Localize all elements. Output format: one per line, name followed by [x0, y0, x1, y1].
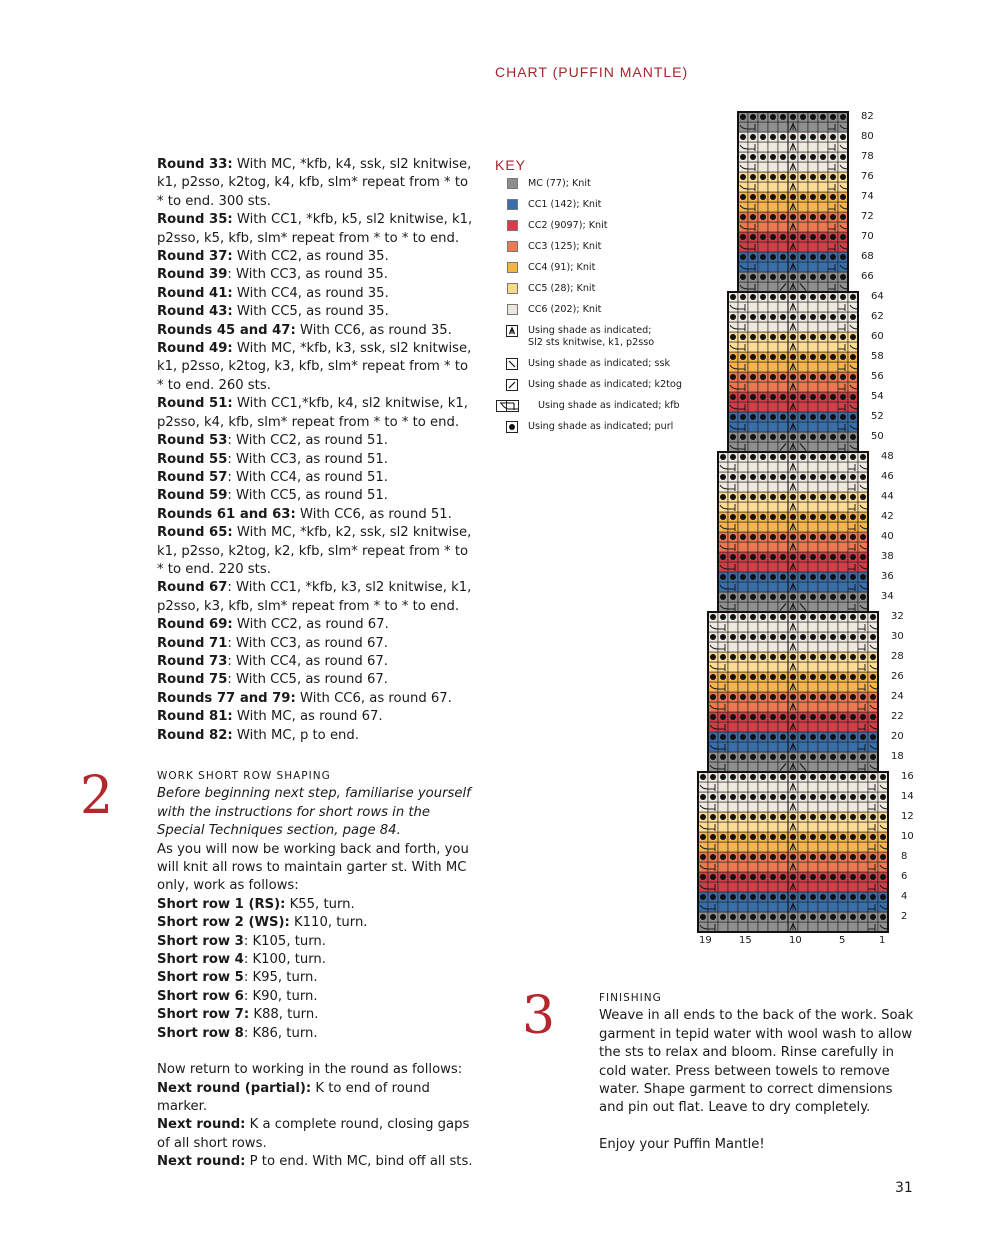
short-row-instruction-text: K88, turn.: [249, 1007, 319, 1023]
round-instruction-label: Round 82:: [157, 727, 233, 743]
row-number-label: 10: [901, 831, 914, 842]
short-row-instruction-text: : K90, turn.: [243, 988, 318, 1004]
row-number-label: 12: [901, 811, 914, 822]
short-row-instruction-label: Short row 3: [157, 933, 244, 949]
key-label: Using shade as indicated; kfb: [538, 400, 680, 411]
row-number-label: 70: [861, 231, 874, 242]
step2-return-text: Now return to working in the round as follows:: [157, 1062, 463, 1078]
round-instruction-text: With CC2, as round 35.: [232, 249, 389, 265]
row-number-label: 20: [891, 731, 904, 742]
step3-heading: FINISHING: [599, 992, 662, 1004]
key-label: CC4 (91); Knit: [528, 262, 596, 273]
final-round-instruction-label: Next round:: [157, 1117, 246, 1133]
row-number-label: 22: [891, 711, 904, 722]
round-instruction-text: With MC, as round 67.: [232, 709, 383, 725]
round-instruction-label: Round 37:: [157, 249, 233, 265]
page-number: 31: [895, 1180, 913, 1196]
key-label: MC (77); Knit: [528, 178, 591, 189]
round-instruction-text: With CC4, as round 35.: [232, 285, 389, 301]
key-label: CC3 (125); Knit: [528, 241, 602, 252]
step2-intro: As you will now be working back and forth, you will knit all rows to maintain garter st. With MC only, work as follows:: [157, 841, 469, 894]
key-label: Using shade as indicated; Sl2 sts knitwise, k1, p2sso: [528, 325, 655, 348]
row-number-label: 32: [891, 611, 904, 622]
final-round-instruction-label: Next round:: [157, 1154, 246, 1170]
round-instruction-text: With CC1, *kfb, k5, sl2 knitwise, k1, p2sso, k5, kfb, slm* repeat from * to * to end.: [157, 212, 473, 246]
round-instruction-text: : With CC3, as round 67.: [227, 635, 388, 651]
stitch-number-label: 5: [839, 935, 846, 946]
row-number-label: 14: [901, 791, 914, 802]
row-number-label: 16: [901, 771, 914, 782]
round-instruction-label: Round 41:: [157, 285, 233, 301]
round-instruction-text: : With CC4, as round 51.: [227, 469, 388, 485]
short-row-instruction-label: Short row 8: [157, 1025, 244, 1041]
round-instruction-text: With CC6, as round 35.: [295, 322, 452, 338]
stitch-number-label: 15: [739, 935, 752, 946]
round-instruction-text: With CC5, as round 35.: [232, 304, 389, 320]
row-number-label: 78: [861, 151, 874, 162]
round-instruction-label: Round 59: [157, 488, 228, 504]
round-instruction-text: With CC6, as round 51.: [295, 506, 452, 522]
round-instruction-label: Round 71: [157, 635, 228, 651]
round-instruction-text: : With CC3, as round 51.: [227, 451, 388, 467]
stitch-number-label: 10: [789, 935, 802, 946]
round-instruction-text: : With CC2, as round 51.: [227, 433, 388, 449]
stitch-number-label: 1: [879, 935, 886, 946]
row-number-label: 64: [871, 291, 884, 302]
short-row-instruction-text: : K105, turn.: [243, 933, 326, 949]
round-instruction-text: : With CC5, as round 67.: [227, 672, 388, 688]
row-number-label: 42: [881, 511, 894, 522]
key-label: CC5 (28); Knit: [528, 283, 596, 294]
step-number-2: 2: [80, 766, 114, 826]
row-number-label: 62: [871, 311, 884, 322]
row-number-label: 40: [881, 531, 894, 542]
round-instruction-label: Round 65:: [157, 525, 233, 541]
short-row-instruction-text: : K86, turn.: [243, 1025, 318, 1041]
round-instruction-label: Rounds 45 and 47:: [157, 322, 296, 338]
round-instruction-text: With CC2, as round 67.: [232, 617, 389, 633]
round-instruction-label: Round 57: [157, 469, 228, 485]
row-number-label: 46: [881, 471, 894, 482]
round-instruction-label: Round 75: [157, 672, 228, 688]
round-instruction-text: With MC, *kfb, k4, ssk, sl2 knitwise, k1, p2sso, k2tog, k4, kfb, slm* repeat from * to * to end. 300 sts.: [157, 157, 472, 209]
short-row-instruction-label: Short row 1 (RS):: [157, 896, 286, 912]
short-row-instruction-label: Short row 6: [157, 988, 244, 1004]
key-title: KEY: [495, 157, 527, 173]
round-instruction-label: Round 55: [157, 451, 228, 467]
short-row-instruction-text: : K100, turn.: [243, 952, 326, 968]
row-number-label: 34: [881, 591, 894, 602]
short-row-instruction-label: Short row 2 (WS):: [157, 915, 290, 931]
key-label: CC1 (142); Knit: [528, 199, 602, 210]
round-instruction-text: With MC, *kfb, k3, ssk, sl2 knitwise, k1, p2sso, k2tog, k3, kfb, slm* repeat from * to * to end. 260 sts.: [157, 341, 472, 393]
round-instruction-label: Round 39: [157, 267, 228, 283]
row-number-label: 28: [891, 651, 904, 662]
key-label: CC2 (9097); Knit: [528, 220, 608, 231]
row-number-label: 4: [901, 891, 908, 902]
round-instruction-text: : With CC5, as round 51.: [227, 488, 388, 504]
step3-closing: Enjoy your Puffin Mantle!: [599, 1136, 765, 1152]
stitch-number-label: 19: [699, 935, 712, 946]
round-instruction-text: With CC1,*kfb, k4, sl2 knitwise, k1, p2sso, k4, kfb, slm* repeat from * to * to end.: [157, 396, 469, 430]
key-label: CC6 (202); Knit: [528, 304, 602, 315]
key-label: Using shade as indicated; purl: [528, 421, 674, 432]
round-instruction-label: Round 35:: [157, 212, 233, 228]
row-number-label: 52: [871, 411, 884, 422]
row-number-label: 58: [871, 351, 884, 362]
round-instruction-label: Round 81:: [157, 709, 233, 725]
row-number-label: 56: [871, 371, 884, 382]
final-round-instruction-text: P to end. With MC, bind off all sts.: [245, 1154, 473, 1170]
round-instruction-text: : With CC3, as round 35.: [227, 267, 388, 283]
row-number-label: 6: [901, 871, 908, 882]
row-number-label: 54: [871, 391, 884, 402]
short-row-instruction-text: : K95, turn.: [243, 970, 318, 986]
row-number-label: 82: [861, 111, 874, 122]
row-number-label: 50: [871, 431, 884, 442]
chart-title: CHART (PUFFIN MANTLE): [495, 64, 689, 80]
round-instruction-text: With MC, p to end.: [232, 727, 359, 743]
row-number-label: 38: [881, 551, 894, 562]
round-instruction-label: Round 33:: [157, 157, 233, 172]
row-number-label: 2: [901, 911, 908, 922]
round-instruction-label: Round 53: [157, 433, 228, 449]
row-number-label: 24: [891, 691, 904, 702]
short-row-instruction-label: Short row 5: [157, 970, 244, 986]
round-instruction-label: Rounds 61 and 63:: [157, 506, 296, 522]
round-instruction-text: : With CC1, *kfb, k3, sl2 knitwise, k1, p2sso, k3, kfb, slm* repeat from * to * to end.: [157, 580, 472, 614]
row-number-label: 72: [861, 211, 874, 222]
final-round-instruction-text: K to end of round marker.: [157, 1080, 430, 1114]
step2-heading: WORK SHORT ROW SHAPING: [157, 770, 331, 782]
short-row-instruction-text: K110, turn.: [289, 915, 368, 931]
final-round-instruction-label: Next round (partial):: [157, 1080, 312, 1096]
round-instruction-text: With MC, *kfb, k2, ssk, sl2 knitwise, k1, p2sso, k2tog, k2, kfb, slm* repeat from * to * to end. 220 sts.: [157, 525, 472, 577]
row-number-label: 44: [881, 491, 894, 502]
step3-body: Weave in all ends to the back of the work. Soak garment in tepid water with wool wash to allow the sts to relax and bloom. Rinse carefully in cold water. Press between towels to remove water. Shape garment to correct dimensions and pin out flat. Leave to dry completely.: [599, 1008, 914, 1116]
round-instruction-label: Round 51:: [157, 396, 233, 412]
row-number-label: 48: [881, 451, 894, 462]
row-number-label: 18: [891, 751, 904, 762]
round-instruction-label: Round 67: [157, 580, 228, 596]
key-label: Using shade as indicated; k2tog: [528, 379, 682, 390]
row-number-label: 8: [901, 851, 908, 862]
round-instruction-label: Round 49:: [157, 341, 233, 357]
step2-intro-italic: Before beginning next step, familiarise yourself with the instructions for short rows in the Special Techniques section, page 84.: [157, 786, 471, 839]
round-instruction-text: : With CC4, as round 67.: [227, 653, 388, 669]
final-round-instruction-text: K a complete round, closing gaps of all short rows.: [157, 1117, 470, 1151]
key-label: Using shade as indicated; ssk: [528, 358, 671, 369]
round-instruction-text: With CC6, as round 67.: [295, 690, 452, 706]
row-number-label: 68: [861, 251, 874, 262]
row-number-label: 60: [871, 331, 884, 342]
row-number-label: 80: [861, 131, 874, 142]
row-number-label: 30: [891, 631, 904, 642]
step-number-3: 3: [522, 986, 556, 1046]
round-instruction-label: Round 43:: [157, 304, 233, 320]
row-number-label: 36: [881, 571, 894, 582]
round-instruction-label: Round 73: [157, 653, 228, 669]
row-number-label: 74: [861, 191, 874, 202]
row-number-label: 76: [861, 171, 874, 182]
short-row-instruction-label: Short row 7:: [157, 1007, 250, 1023]
row-number-label: 26: [891, 671, 904, 682]
row-number-label: 66: [861, 271, 874, 282]
round-instruction-label: Rounds 77 and 79:: [157, 690, 296, 706]
round-instruction-label: Round 69:: [157, 617, 233, 633]
short-row-instruction-label: Short row 4: [157, 952, 244, 968]
short-row-instruction-text: K55, turn.: [285, 896, 355, 912]
